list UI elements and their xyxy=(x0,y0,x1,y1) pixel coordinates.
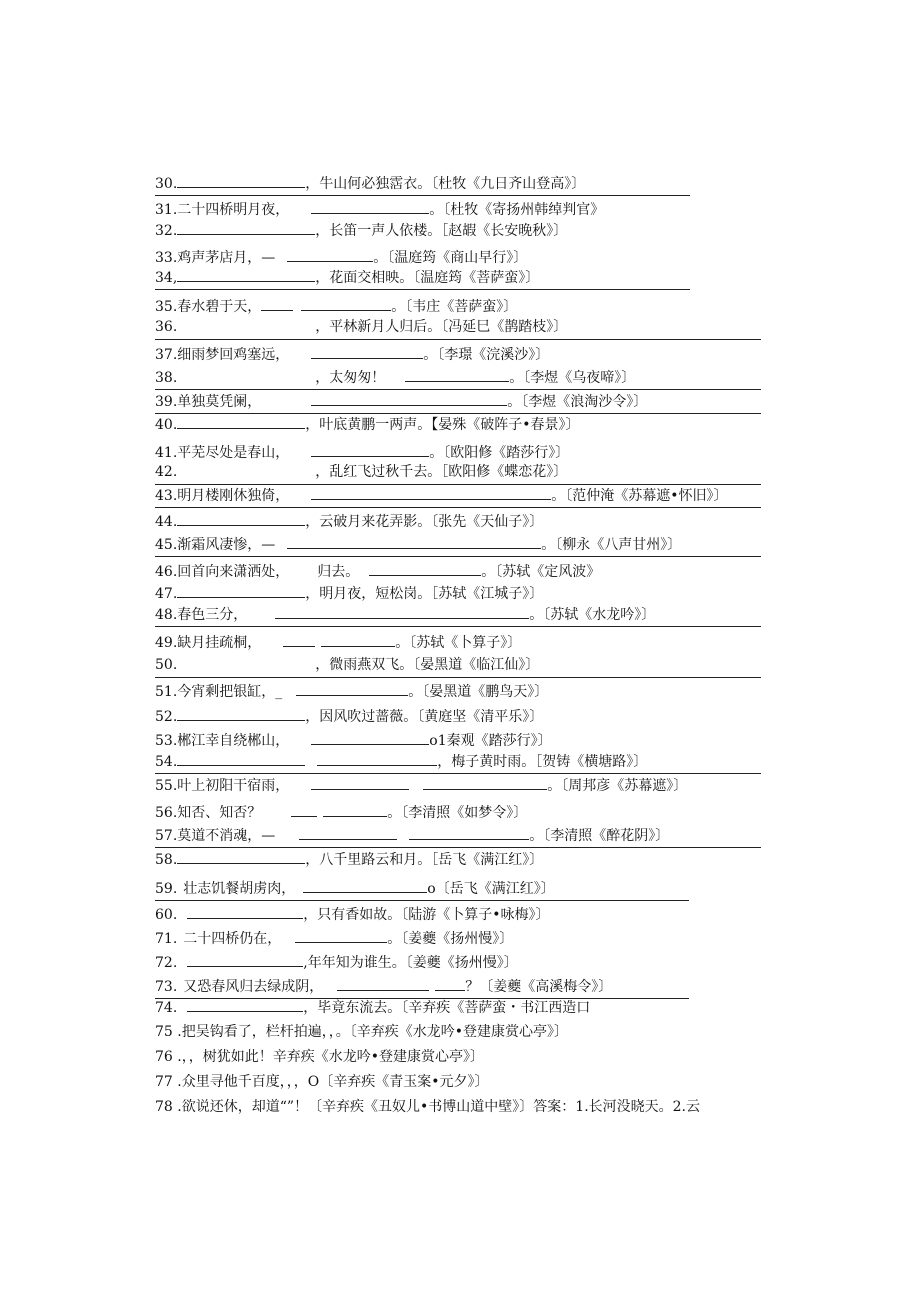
answer-blank[interactable] xyxy=(287,533,541,549)
question-number: 59. xyxy=(155,881,178,897)
answer-blank[interactable] xyxy=(177,750,305,766)
question-58 xyxy=(155,848,761,871)
answer-blank[interactable] xyxy=(275,603,529,619)
question-number: 71. xyxy=(155,931,178,947)
answer-blank[interactable] xyxy=(177,172,305,188)
question-number: 52. xyxy=(155,709,178,725)
question-number: 36. xyxy=(155,319,178,335)
question-number: 60. xyxy=(155,907,178,923)
answer-blank[interactable] xyxy=(321,631,395,647)
answer-blank[interactable] xyxy=(409,824,529,840)
question-40 xyxy=(155,413,761,436)
question-48 xyxy=(155,603,761,627)
question-53 xyxy=(155,729,761,752)
verse-text: 单独莫凭阑， xyxy=(177,394,262,410)
source-text: 。〔姜夔《扬州慢》〕 xyxy=(387,931,514,947)
question-number: 37. xyxy=(155,347,178,363)
question-number: 58. xyxy=(155,852,178,868)
question-34 xyxy=(155,266,690,290)
verse-text: ，只有香如故。〔陆游《卜算子•咏梅》〕 xyxy=(303,907,550,923)
verse-text: 平芜尽处是春山， xyxy=(177,445,290,461)
answer-blank[interactable] xyxy=(177,848,305,864)
source-text: 。〔温庭筠《商山早行》〕 xyxy=(373,250,528,266)
question-number: 54. xyxy=(155,754,178,770)
source-text: 。〔苏轼《定风波》 xyxy=(481,564,601,580)
question-77: 77 .众里寻他千百度，，，O〔辛弃疾《青玉案•元夕》〕 xyxy=(155,1074,489,1090)
question-number: 73. xyxy=(155,979,178,995)
question-number: 49. xyxy=(155,635,178,651)
source-text: 。〔周邦彦《苏幕遮》〕 xyxy=(547,778,688,794)
verse-text: ，叶底黄鹏一两声。【晏殊《破阵子•春景》〕 xyxy=(305,417,580,433)
verse-text: 二十四桥明月夜， xyxy=(177,202,290,218)
answer-blank[interactable] xyxy=(287,246,373,262)
answer-blank[interactable] xyxy=(177,705,305,721)
verse-text: 莫道不消魂，— xyxy=(177,828,276,844)
answer-blank[interactable] xyxy=(299,824,397,840)
verse-text: 缺月挂疏桐， xyxy=(177,635,262,651)
verse-text: ，牛山何必独霑衣。〔杜牧《九日齐山登高》〕 xyxy=(305,176,586,192)
answer-blank[interactable] xyxy=(311,441,429,457)
question-number: 48. xyxy=(155,607,178,623)
question-number: 32. xyxy=(155,223,178,239)
question-number: 45. xyxy=(155,537,178,553)
answer-blank[interactable] xyxy=(423,774,547,790)
question-number: 39. xyxy=(155,394,178,410)
source-text: 。〔苏轼《卜算子》〕 xyxy=(395,635,522,651)
answer-blank[interactable] xyxy=(187,951,303,967)
source-text: ？〔姜夔《高溪梅令》〕 xyxy=(465,979,613,995)
question-number: 74. xyxy=(155,1000,178,1016)
answer-blank[interactable] xyxy=(435,975,465,991)
question-46 xyxy=(155,560,761,583)
question-number: 34, xyxy=(155,270,178,286)
verse-text: ,年年知为谁生。〔姜夔《扬州慢》〕 xyxy=(303,955,518,971)
question-36 xyxy=(155,316,761,340)
question-number: 30. xyxy=(155,176,178,192)
question-57 xyxy=(155,824,761,848)
question-number: 42. xyxy=(155,464,178,480)
answer-blank[interactable] xyxy=(187,996,303,1012)
question-number: 56. xyxy=(155,805,178,821)
answer-blank[interactable] xyxy=(369,560,481,576)
verse-text: 叶上初阳干宿雨， xyxy=(177,778,290,794)
source-text: 。〔范仲淹《苏幕遮•怀旧》〕 xyxy=(551,488,728,504)
question-78: 78 .欲说还休，却道“”！〔辛弃疾《丑奴儿•书博山道中壁》〕答案：1.长河没晓天。2.云 xyxy=(155,1099,700,1115)
source-text: 。〔李清照《如梦令》〕 xyxy=(387,805,528,821)
question-number: 72. xyxy=(155,955,178,971)
source-text: 。〔苏轼《水龙吟》〕 xyxy=(529,607,656,623)
question-72 xyxy=(155,951,761,974)
verse-text: 又恐春风归去绿成阴， xyxy=(183,979,324,995)
question-number: 55. xyxy=(155,778,178,794)
verse-text: 鸡声茅店月，— xyxy=(177,250,276,266)
verse-text: ，明月夜，短松岗。［苏轼《江城子》〕 xyxy=(305,586,544,602)
verse-text: 壮志饥餐胡虏肉， xyxy=(183,881,296,897)
question-42 xyxy=(155,461,761,485)
verse-text: ，微雨燕双飞。〔晏黑道《临江仙》〕 xyxy=(315,657,540,673)
question-number: 44. xyxy=(155,514,178,530)
answer-blank[interactable] xyxy=(311,729,429,745)
question-number: 31. xyxy=(155,202,178,218)
verse-text: ，花面交相映。〔温庭筠《菩萨蛮》〕 xyxy=(315,270,540,286)
answer-blank[interactable] xyxy=(311,390,507,406)
answer-blank[interactable] xyxy=(301,295,391,311)
verse-text: 知否、知否？ xyxy=(177,805,262,821)
question-71 xyxy=(155,927,761,950)
source-text: 。〔杜牧《寄扬州韩绰判官》 xyxy=(429,202,605,218)
source-text: 。〔韦庄《菩萨蛮》〕 xyxy=(391,299,518,315)
question-number: 33. xyxy=(155,250,178,266)
answer-blank[interactable] xyxy=(177,413,305,429)
answer-blank[interactable] xyxy=(283,631,315,647)
question-51 xyxy=(155,680,761,703)
verse-text: ，乱红飞过秋千去。［欧阳修《蝶恋花》〕 xyxy=(315,464,568,480)
source-text: o1秦观《踏莎行》〕 xyxy=(429,733,552,749)
verse-text: ，平林新月人归后。〔冯延巳《鹊踏枝》〕 xyxy=(315,319,568,335)
verse-text: ，梅子黄时雨。［贺铸《横塘路》〕 xyxy=(437,754,648,770)
verse-text: 明月楼刚休独倚， xyxy=(177,488,290,504)
verse-text: ，因风吹过蔷薇。〔黄庭坚《清平乐》〕 xyxy=(305,709,544,725)
verse-text: ，云破月来花弄影。〔张先《天仙子》〕 xyxy=(305,514,544,530)
question-45 xyxy=(155,533,761,557)
answer-blank[interactable] xyxy=(177,582,305,598)
verse-text: 归去。 xyxy=(317,564,360,580)
verse-text: ，八千里路云和月。［岳飞《满江红》〕 xyxy=(305,852,544,868)
verse-text: 郴江幸自绕郴山， xyxy=(177,733,290,749)
question-39 xyxy=(155,390,761,414)
question-55 xyxy=(155,774,761,797)
question-76: 76 .，，树犹如此！辛弃疾《水龙吟•登建康赏心亭》〕 xyxy=(155,1049,484,1065)
question-38 xyxy=(155,366,761,390)
question-52 xyxy=(155,705,761,728)
answer-blank[interactable] xyxy=(311,198,429,214)
question-59 xyxy=(155,877,689,901)
answer-blank[interactable] xyxy=(295,927,387,943)
question-50 xyxy=(155,654,761,678)
question-56 xyxy=(155,801,761,824)
question-number: 35. xyxy=(155,299,178,315)
question-44 xyxy=(155,510,761,533)
question-49 xyxy=(155,631,761,654)
answer-blank[interactable] xyxy=(177,266,315,282)
answer-blank[interactable] xyxy=(311,484,551,500)
source-text: 。〔欧阳修《踏莎行》〕 xyxy=(429,445,570,461)
question-43 xyxy=(155,484,761,508)
source-text: 。〔李清照《醉花阴》〕 xyxy=(529,828,670,844)
question-number: 43. xyxy=(155,488,178,504)
verse-text: ，毕竟东流去。〔辛弃疾《菩萨蛮・书江西造口 xyxy=(303,1000,591,1016)
verse-text: 今宵剩把银缸，_ xyxy=(177,684,283,700)
source-text: o〔岳飞《满江红》〕 xyxy=(427,881,555,897)
question-number: 46. xyxy=(155,564,178,580)
answer-blank[interactable] xyxy=(177,219,315,235)
question-54 xyxy=(155,750,761,774)
answer-blank[interactable] xyxy=(303,877,427,893)
verse-text: 细雨梦回鸡塞远， xyxy=(177,347,290,363)
question-32 xyxy=(155,219,761,242)
source-text: 。〔李煜《浪淘沙令》〕 xyxy=(507,394,648,410)
question-74 xyxy=(155,996,761,1019)
answer-blank[interactable] xyxy=(187,903,303,919)
verse-text: 渐霜风凄惨，— xyxy=(177,537,276,553)
answer-blank[interactable] xyxy=(323,801,387,817)
question-60 xyxy=(155,903,761,926)
question-number: 51. xyxy=(155,684,178,700)
answer-blank[interactable] xyxy=(177,510,305,526)
answer-blank[interactable] xyxy=(337,975,429,991)
answer-blank[interactable] xyxy=(311,343,423,359)
source-text: 。〔李璟《浣溪沙》〕 xyxy=(423,347,550,363)
question-47 xyxy=(155,582,690,605)
source-text: 。〔晏黑道《鹏鸟天》〕 xyxy=(408,684,549,700)
question-35 xyxy=(155,295,761,318)
question-number: 41. xyxy=(155,445,178,461)
answer-blank[interactable] xyxy=(317,750,437,766)
verse-text: ，长笛一声人依楼。［赵嘏《长安晚秋》〕 xyxy=(315,223,568,239)
question-30 xyxy=(155,172,690,196)
answer-blank[interactable] xyxy=(261,295,293,311)
answer-blank[interactable] xyxy=(405,366,509,382)
question-number: 47. xyxy=(155,586,178,602)
answer-blank[interactable] xyxy=(291,801,317,817)
answer-blank[interactable] xyxy=(311,774,409,790)
question-number: 38. xyxy=(155,370,178,386)
question-number: 57. xyxy=(155,828,178,844)
question-number: 40. xyxy=(155,417,178,433)
question-75: 75 .把吴钩看了，栏杆拍遍，，。〔辛弃疾《水龙吟•登建康赏心亭》〕 xyxy=(155,1024,568,1040)
question-37 xyxy=(155,343,761,366)
verse-text: 回首向来潇洒处， xyxy=(177,564,290,580)
verse-text: 二十四桥仍在， xyxy=(183,931,282,947)
verse-text: 春色三分， xyxy=(177,607,248,623)
verse-text: 春水碧于天， xyxy=(177,299,262,315)
question-number: 53. xyxy=(155,733,178,749)
verse-text: ，太匆匆！ xyxy=(315,370,386,386)
source-text: 。〔李煜《乌夜啼》〕 xyxy=(509,370,636,386)
answer-blank[interactable] xyxy=(296,680,408,696)
question-31 xyxy=(155,198,761,221)
question-number: 50. xyxy=(155,657,178,673)
source-text: 。〔柳永《八声甘州》〕 xyxy=(541,537,682,553)
